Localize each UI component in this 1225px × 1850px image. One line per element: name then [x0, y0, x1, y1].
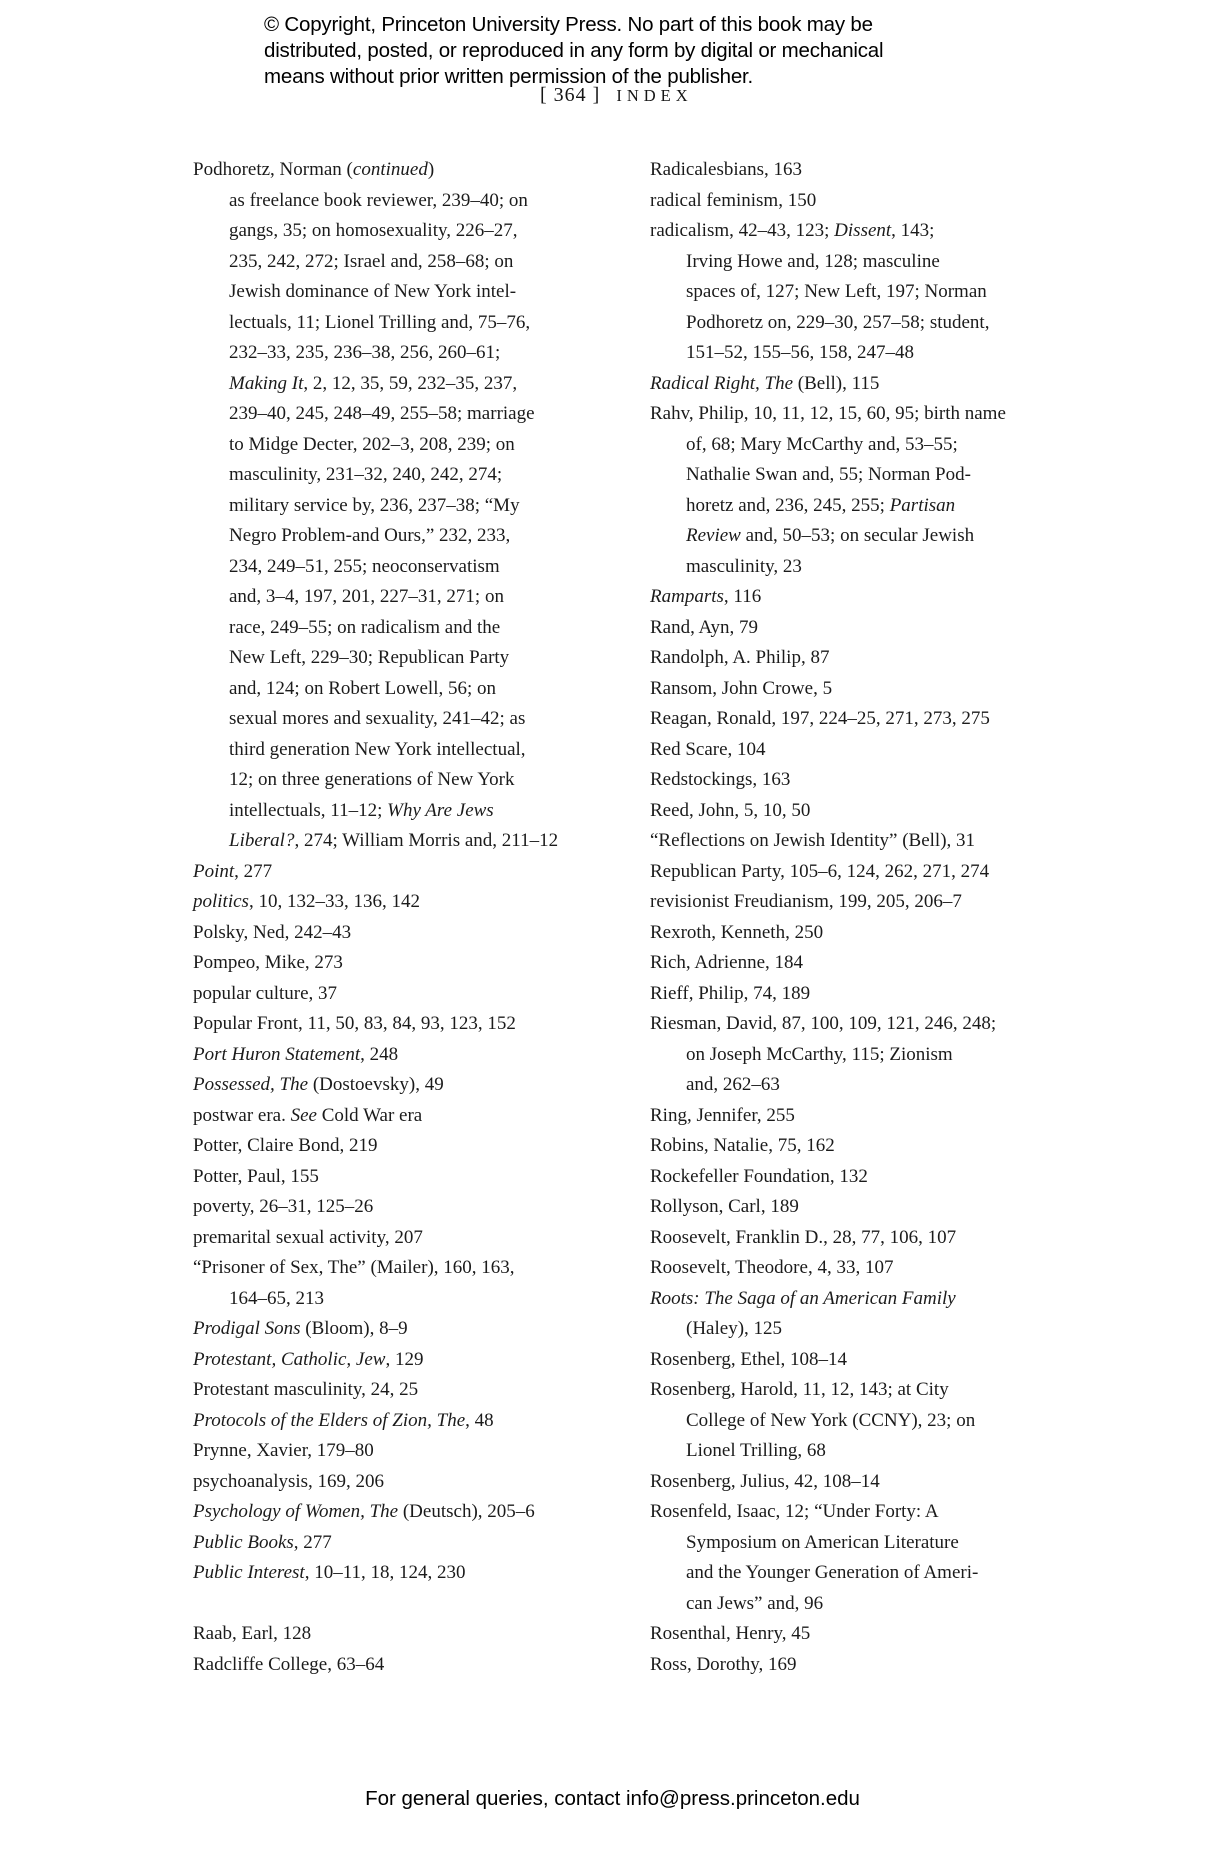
index-line [193, 1558, 638, 1589]
index-text-run: Rosenberg, Julius, 42, 108–14 [650, 1470, 880, 1492]
index-line [193, 1162, 638, 1193]
index-line [193, 186, 638, 217]
index-text-run: and, 262–63 [686, 1074, 780, 1095]
index-text-run: (Bell), 115 [793, 372, 880, 394]
index-text-run: radicalism, 42–43, 123; [650, 220, 835, 241]
index-text-run: Prodigal Sons [193, 1318, 301, 1339]
index-text-run: Cold War era [316, 1104, 423, 1126]
index-text-run: Review [686, 525, 741, 546]
copyright-notice [264, 12, 883, 90]
index-right-column [650, 155, 1095, 1680]
index-line [650, 552, 1095, 583]
index-line [193, 1009, 638, 1040]
index-line [650, 1528, 1095, 1559]
index-line [193, 521, 638, 552]
index-text-run: third generation New York intellectual, [229, 738, 526, 760]
index-line [650, 1009, 1095, 1040]
index-line [193, 1467, 638, 1498]
index-text-run: Radical Right, The [650, 372, 794, 394]
index-text-run: Podhoretz on, 229–30, 257–58; student, [686, 311, 990, 333]
index-line [193, 704, 638, 735]
index-text-run: masculinity, 231–32, 240, 242, 274; [229, 464, 503, 485]
index-line [650, 765, 1095, 796]
index-text-run: of, 68; Mary McCarthy and, 53–55; [686, 433, 958, 455]
index-line [650, 1040, 1095, 1071]
index-text-run: Lionel Trilling, 68 [686, 1440, 826, 1461]
index-text-run: Rieff, Philip, 74, 189 [650, 982, 811, 1004]
index-line [650, 430, 1095, 461]
index-text-run: sexual mores and sexuality, 241–42; as [229, 708, 526, 729]
index-line [193, 1131, 638, 1162]
index-text-run: 12; on three generations of New York [229, 769, 515, 790]
index-text-run: , 248 [360, 1043, 399, 1065]
index-line [193, 765, 638, 796]
index-line [193, 1375, 638, 1406]
index-line [650, 796, 1095, 827]
copyright-line: © Copyright, Princeton University Press. No part of this book may be [264, 13, 873, 36]
index-line [650, 1467, 1095, 1498]
index-line [193, 1650, 638, 1681]
index-text-run: 234, 249–51, 255; neoconservatism [229, 555, 500, 577]
index-text-run: Potter, Paul, 155 [193, 1165, 319, 1187]
index-text-run: Rexroth, Kenneth, 250 [650, 921, 824, 943]
index-line [650, 1162, 1095, 1193]
index-text-run: (Bloom), 8–9 [300, 1318, 408, 1339]
index-line [650, 1345, 1095, 1376]
page-number: [ 364 ] [540, 84, 601, 106]
index-line [193, 1040, 638, 1071]
index-line [193, 338, 638, 369]
index-line [650, 1497, 1095, 1528]
index-text-run: radical feminism, 150 [650, 189, 817, 211]
index-text-run: premarital sexual activity, 207 [193, 1226, 423, 1248]
index-text-run: Protestant masculinity, 24, 25 [193, 1379, 419, 1400]
index-text-run: Rosenthal, Henry, 45 [650, 1623, 811, 1644]
index-line [193, 1253, 638, 1284]
index-line [650, 582, 1095, 613]
running-head-title: INDEX [616, 86, 693, 105]
index-text-run: horetz and, 236, 245, 255; [686, 494, 890, 516]
index-text-run: New Left, 229–30; Republican Party [229, 647, 510, 668]
index-line [193, 826, 638, 857]
index-line [193, 277, 638, 308]
index-text-run: Radcliffe College, 63–64 [193, 1653, 385, 1675]
index-line [193, 674, 638, 705]
index-text-run: 235, 242, 272; Israel and, 258–68; on [229, 250, 514, 272]
index-text-run: “Reflections on Jewish Identity” (Bell), 31 [650, 830, 976, 851]
index-text-run: Randolph, A. Philip, 87 [650, 647, 830, 668]
index-text-run: Rosenberg, Ethel, 108–14 [650, 1348, 848, 1370]
index-text-run: Roots: The Saga of an American Family [650, 1287, 956, 1309]
index-text-run: Podhoretz, Norman ( [193, 159, 353, 180]
index-line [193, 735, 638, 766]
index-text-run: Rosenberg, Harold, 11, 12, 143; at City [650, 1379, 949, 1400]
index-line [650, 1406, 1095, 1437]
index-line [650, 277, 1095, 308]
index-text-run: “Prisoner of Sex, The” (Mailer), 160, 163, [193, 1257, 515, 1278]
index-text-run: , 48 [465, 1409, 494, 1431]
index-line [650, 826, 1095, 857]
index-line [193, 552, 638, 583]
index-text-run: Jewish dominance of New York intel- [229, 281, 517, 302]
index-line [650, 704, 1095, 735]
index-line [193, 1101, 638, 1132]
index-line [650, 979, 1095, 1010]
index-line [650, 1314, 1095, 1345]
index-text-run: intellectuals, 11–12; [229, 799, 388, 821]
index-line [193, 1406, 638, 1437]
index-line [193, 399, 638, 430]
index-line [193, 247, 638, 278]
index-line [650, 338, 1095, 369]
index-text-run: revisionist Freudianism, 199, 205, 206–7 [650, 891, 962, 912]
index-text-run: 151–52, 155–56, 158, 247–48 [686, 342, 914, 363]
index-line [650, 399, 1095, 430]
index-line [650, 674, 1095, 705]
index-line [193, 582, 638, 613]
index-text-run: , 277 [234, 860, 273, 882]
index-line [650, 643, 1095, 674]
index-line [650, 1101, 1095, 1132]
index-text-run: Rand, Ayn, 79 [650, 616, 759, 638]
index-line [193, 948, 638, 979]
index-text-run: Roosevelt, Franklin D., 28, 77, 106, 107 [650, 1226, 957, 1248]
index-text-run: Why Are Jews [387, 799, 494, 821]
index-line [650, 948, 1095, 979]
index-text-run: , 2, 12, 35, 59, 232–35, 237, [303, 372, 518, 394]
index-line [193, 308, 638, 339]
index-line [193, 1070, 638, 1101]
index-text-run: Point [193, 860, 235, 882]
index-text-run: Rosenfeld, Isaac, 12; “Under Forty: A [650, 1501, 939, 1522]
index-line [650, 1192, 1095, 1223]
index-text-run: Ross, Dorothy, 169 [650, 1653, 797, 1675]
index-line [193, 1192, 638, 1223]
index-text-run: Riesman, David, 87, 100, 109, 121, 246, 248; [650, 1013, 997, 1034]
index-line [193, 491, 638, 522]
copyright-line: means without prior written permission of the publisher. [264, 65, 754, 88]
index-text-run: 232–33, 235, 236–38, 256, 260–61; [229, 342, 501, 363]
index-text-run: Rollyson, Carl, 189 [650, 1196, 799, 1217]
index-text-run: Republican Party, 105–6, 124, 262, 271, 274 [650, 860, 990, 882]
index-text-run: Pompeo, Mike, 273 [193, 952, 343, 973]
index-line [650, 521, 1095, 552]
index-text-run: Popular Front, 11, 50, 83, 84, 93, 123, 152 [193, 1013, 516, 1034]
index-line [193, 1314, 638, 1345]
index-text-run: spaces of, 127; New Left, 197; Norman [686, 281, 987, 302]
index-text-run: Port Huron Statement [193, 1043, 361, 1065]
index-text-run: , 143; [891, 220, 935, 241]
index-text-run: military service by, 236, 237–38; “My [229, 494, 520, 516]
index-text-run: Negro Problem-and Ours,” 232, 233, [229, 525, 511, 546]
index-line [193, 1345, 638, 1376]
index-text-run: can Jews” and, 96 [686, 1592, 824, 1614]
index-text-run: and, 124; on Robert Lowell, 56; on [229, 677, 497, 699]
index-line [650, 918, 1095, 949]
index-line [650, 1131, 1095, 1162]
index-line [193, 1284, 638, 1315]
index-text-run: (Haley), 125 [686, 1318, 783, 1339]
index-text-run: Protestant, Catholic, Jew [193, 1348, 386, 1370]
index-line [193, 1436, 638, 1467]
index-line [193, 796, 638, 827]
index-text-run: , 10–11, 18, 124, 230 [304, 1562, 466, 1583]
index-text-run: Rockefeller Foundation, 132 [650, 1165, 868, 1187]
index-text-run: , 274; William Morris and, 211–12 [294, 830, 559, 851]
index-text-run: (Dostoevsky), 49 [308, 1074, 444, 1095]
index-line [193, 430, 638, 461]
index-text-run: ) [427, 159, 435, 180]
index-text-run: Ransom, John Crowe, 5 [650, 677, 833, 699]
index-text-run: lectuals, 11; Lionel Trilling and, 75–76, [229, 311, 531, 333]
index-text-run: , 129 [385, 1348, 424, 1370]
index-line [193, 1619, 638, 1650]
index-text-run: See [290, 1104, 317, 1126]
index-text-run: popular culture, 37 [193, 982, 338, 1004]
index-line [650, 1375, 1095, 1406]
index-line [193, 613, 638, 644]
index-line [650, 1284, 1095, 1315]
index-text-run: Red Scare, 104 [650, 738, 766, 760]
index-line [193, 460, 638, 491]
index-line [650, 1589, 1095, 1620]
index-text-run: continued [352, 159, 428, 180]
index-line [193, 369, 638, 400]
index-text-run: masculinity, 23 [686, 555, 802, 577]
index-text-run: Irving Howe and, 128; masculine [686, 250, 940, 272]
index-text-run: Raab, Earl, 128 [193, 1623, 312, 1644]
index-text-run: Prynne, Xavier, 179–80 [193, 1440, 374, 1461]
index-line [650, 1436, 1095, 1467]
index-text-run: Rahv, Philip, 10, 11, 12, 15, 60, 95; birth name [650, 403, 1006, 424]
index-text-run: Possessed, The [193, 1074, 309, 1095]
index-line [650, 1223, 1095, 1254]
index-line [193, 1497, 638, 1528]
index-text-run: Ramparts [650, 586, 724, 607]
index-line [650, 460, 1095, 491]
index-text-run: Public Books [193, 1531, 294, 1553]
index-text-run: 239–40, 245, 248–49, 255–58; marriage [229, 403, 535, 424]
index-text-run: (Deutsch), 205–6 [398, 1501, 535, 1522]
index-text-run: poverty, 26–31, 125–26 [193, 1196, 374, 1217]
index-line [650, 857, 1095, 888]
index-text-run: Partisan [889, 494, 956, 516]
index-text-run: Reed, John, 5, 10, 50 [650, 799, 811, 821]
index-text-run: Dissent [834, 220, 892, 241]
index-line [650, 186, 1095, 217]
index-text-run: Robins, Natalie, 75, 162 [650, 1135, 835, 1156]
index-text-run: and, 50–53; on secular Jewish [740, 525, 975, 546]
index-text-run: Reagan, Ronald, 197, 224–25, 271, 273, 275 [650, 708, 990, 729]
index-line [650, 1070, 1095, 1101]
index-text-run: Protocols of the Elders of Zion, The [193, 1409, 466, 1431]
index-line [650, 613, 1095, 644]
index-blank-line [193, 1589, 638, 1620]
index-line [193, 643, 638, 674]
index-line [650, 887, 1095, 918]
index-text-run: Polsky, Ned, 242–43 [193, 921, 352, 943]
index-text-run: Nathalie Swan and, 55; Norman Pod- [686, 464, 971, 485]
index-line [650, 1558, 1095, 1589]
index-text-run: Making It [229, 372, 304, 394]
index-text-run: Liberal? [229, 830, 295, 851]
index-text-run: politics [193, 891, 249, 912]
index-text-run: College of New York (CCNY), 23; on [686, 1409, 976, 1431]
index-text-run: Ring, Jennifer, 255 [650, 1104, 795, 1126]
index-text-run: on Joseph McCarthy, 115; Zionism [686, 1043, 953, 1065]
index-line [650, 155, 1095, 186]
index-line [193, 1223, 638, 1254]
index-line [193, 1528, 638, 1559]
footer-contact-text: For general queries, contact info@press.princeton.edu [365, 1787, 860, 1810]
index-line [650, 247, 1095, 278]
index-line [650, 1253, 1095, 1284]
index-text-run: as freelance book reviewer, 239–40; on [229, 189, 528, 211]
index-text-run: Symposium on American Literature [686, 1531, 959, 1553]
index-line [193, 918, 638, 949]
index-text-run: race, 249–55; on radicalism and the [229, 616, 501, 638]
index-text-run: and the Younger Generation of Ameri- [686, 1562, 979, 1583]
index-text-run: Psychology of Women, The [193, 1501, 399, 1522]
index-text-run: Radicalesbians, 163 [650, 159, 802, 180]
footer-contact [0, 1787, 1225, 1811]
index-line [650, 216, 1095, 247]
index-text-run: to Midge Decter, 202–3, 208, 239; on [229, 433, 515, 455]
running-head [540, 84, 693, 107]
index-text-run: Potter, Claire Bond, 219 [193, 1135, 378, 1156]
index-line [650, 369, 1095, 400]
index-text-run: Rich, Adrienne, 184 [650, 952, 804, 973]
index-text-run: gangs, 35; on homosexuality, 226–27, [229, 220, 518, 241]
index-line [193, 979, 638, 1010]
index-text-run: postwar era. [193, 1104, 291, 1126]
index-line [650, 735, 1095, 766]
index-line [650, 1650, 1095, 1681]
index-text-run: , 277 [293, 1531, 332, 1553]
index-text-run: psychoanalysis, 169, 206 [193, 1470, 385, 1492]
index-line [193, 857, 638, 888]
index-text-run: Roosevelt, Theodore, 4, 33, 107 [650, 1257, 894, 1278]
copyright-line: distributed, posted, or reproduced in any form by digital or mechanical [264, 39, 884, 62]
index-text-run: , 10, 132–33, 136, 142 [248, 891, 420, 912]
index-text-run: , 116 [723, 586, 762, 607]
index-line [193, 155, 638, 186]
index-line [650, 1619, 1095, 1650]
index-text-run: Public Interest [193, 1562, 305, 1583]
index-line [193, 216, 638, 247]
index-text-run: and, 3–4, 197, 201, 227–31, 271; on [229, 586, 504, 607]
index-left-column [193, 155, 638, 1680]
index-line [650, 491, 1095, 522]
index-text-run: 164–65, 213 [229, 1287, 324, 1309]
index-line [193, 887, 638, 918]
index-text-run: Redstockings, 163 [650, 769, 791, 790]
index-line [650, 308, 1095, 339]
